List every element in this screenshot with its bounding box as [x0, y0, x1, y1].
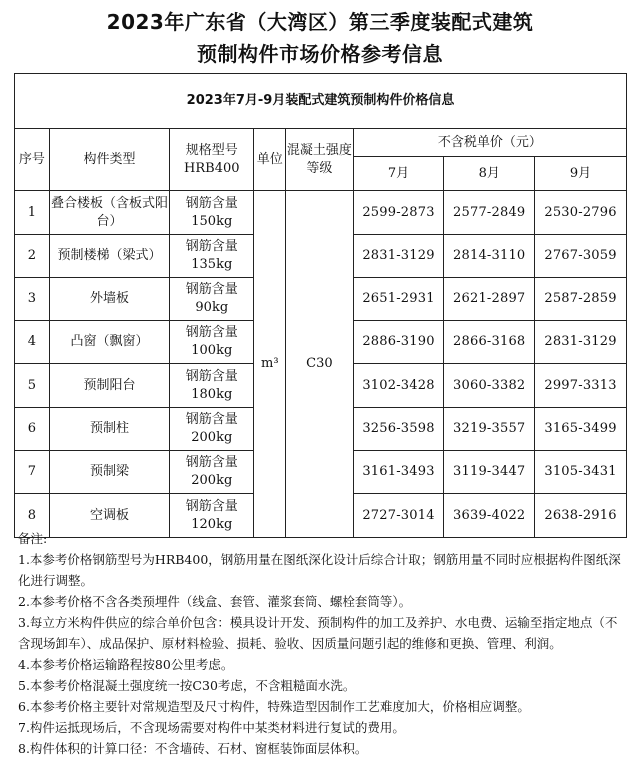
header-july: 7月 — [353, 157, 444, 191]
price-september: 2997-3313 — [535, 364, 627, 408]
row-type: 凸窗（飘窗） — [49, 321, 169, 364]
header-august: 8月 — [444, 157, 535, 191]
price-august: 2577-2849 — [444, 191, 535, 235]
price-september: 2638-2916 — [535, 494, 627, 538]
price-july: 3256-3598 — [353, 408, 444, 451]
document-title-line-1: 2023年广东省（大湾区）第三季度装配式建筑 — [106, 10, 534, 34]
note-item: 6.本参考价格主要针对常规造型及尺寸构件，特殊造型因制作工艺难度加大，价格相应调整。 — [18, 699, 530, 714]
unit-cell: m³ — [254, 191, 286, 538]
row-seq: 2 — [15, 235, 50, 278]
price-september: 2831-3129 — [535, 321, 627, 364]
header-price-group: 不含税单价（元） — [353, 129, 626, 157]
price-september: 2767-3059 — [535, 235, 627, 278]
row-seq: 8 — [15, 494, 50, 538]
price-august: 2866-3168 — [444, 321, 535, 364]
price-july: 2727-3014 — [353, 494, 444, 538]
row-spec: 钢筋含量200kg — [170, 408, 254, 451]
note-item: 5.本参考价格混凝土强度统一按C30考虑，不含粗糙面水洗。 — [18, 678, 356, 693]
price-july: 2651-2931 — [353, 278, 444, 321]
price-august: 3060-3382 — [444, 364, 535, 408]
row-spec: 钢筋含量200kg — [170, 451, 254, 494]
note-item: 7.构件运抵现场后，不含现场需要对构件中某类材料进行复试的费用。 — [18, 720, 405, 735]
row-seq: 7 — [15, 451, 50, 494]
row-type: 预制阳台 — [49, 364, 169, 408]
header-spec: 规格型号HRB400 — [170, 129, 254, 191]
document-title-line-2: 预制构件市场价格参考信息 — [197, 42, 443, 66]
notes-list — [18, 549, 624, 759]
row-seq: 1 — [15, 191, 50, 235]
row-seq: 3 — [15, 278, 50, 321]
row-spec: 钢筋含量150kg — [170, 191, 254, 235]
notes-heading: 备注: — [18, 531, 48, 546]
header-concrete: 混凝土强度等级 — [286, 129, 354, 191]
price-september: 2587-2859 — [535, 278, 627, 321]
note-item: 3.每立方米构件供应的综合单价包含：模具设计开发、预制构件的加工及养护、水电费、运输至指定地点（不含现场卸车）、成品保护、原材料检验、损耗、验收、因质量问题引起的维修和更换、管理、利润。 — [18, 615, 618, 651]
price-september: 3165-3499 — [535, 408, 627, 451]
row-type: 预制楼梯（梁式） — [49, 235, 169, 278]
price-august: 3639-4022 — [444, 494, 535, 538]
price-july: 3102-3428 — [353, 364, 444, 408]
row-spec: 钢筋含量135kg — [170, 235, 254, 278]
price-table — [14, 73, 627, 538]
row-type: 预制梁 — [49, 451, 169, 494]
price-july: 2886-3190 — [353, 321, 444, 364]
row-type: 空调板 — [49, 494, 169, 538]
row-spec: 钢筋含量90kg — [170, 278, 254, 321]
price-august: 3219-3557 — [444, 408, 535, 451]
price-september: 2530-2796 — [535, 191, 627, 235]
header-seq: 序号 — [15, 129, 50, 191]
row-spec: 钢筋含量180kg — [170, 364, 254, 408]
price-july: 3161-3493 — [353, 451, 444, 494]
row-type: 叠合楼板（含板式阳台） — [49, 191, 169, 235]
row-seq: 4 — [15, 321, 50, 364]
note-item: 4.本参考价格运输路程按80公里考虑。 — [18, 657, 234, 672]
price-august: 2814-3110 — [444, 235, 535, 278]
note-item: 2.本参考价格不含各类预埋件（线盒、套管、灌浆套筒、螺栓套筒等）。 — [18, 594, 412, 609]
row-spec: 钢筋含量100kg — [170, 321, 254, 364]
row-type: 外墙板 — [49, 278, 169, 321]
concrete-cell: C30 — [286, 191, 354, 538]
price-september: 3105-3431 — [535, 451, 627, 494]
price-july: 2831-3129 — [353, 235, 444, 278]
header-unit: 单位 — [254, 129, 286, 191]
table-row — [15, 191, 627, 235]
header-type: 构件类型 — [49, 129, 169, 191]
price-august: 2621-2897 — [444, 278, 535, 321]
row-spec: 钢筋含量120kg — [170, 494, 254, 538]
notes-section — [18, 528, 624, 759]
row-seq: 5 — [15, 364, 50, 408]
note-item: 1.本参考价格钢筋型号为HRB400，钢筋用量在图纸深化设计后综合计取；钢筋用量不同时应根据构件图纸深化进行调整。 — [18, 552, 621, 588]
note-item: 8.构件体积的计算口径：不含墙砖、石材、窗框装饰面层体积。 — [18, 741, 368, 756]
table-caption: 2023年7月-9月装配式建筑预制构件价格信息 — [15, 74, 627, 129]
row-type: 预制柱 — [49, 408, 169, 451]
price-august: 3119-3447 — [444, 451, 535, 494]
price-july: 2599-2873 — [353, 191, 444, 235]
row-seq: 6 — [15, 408, 50, 451]
header-september: 9月 — [535, 157, 627, 191]
